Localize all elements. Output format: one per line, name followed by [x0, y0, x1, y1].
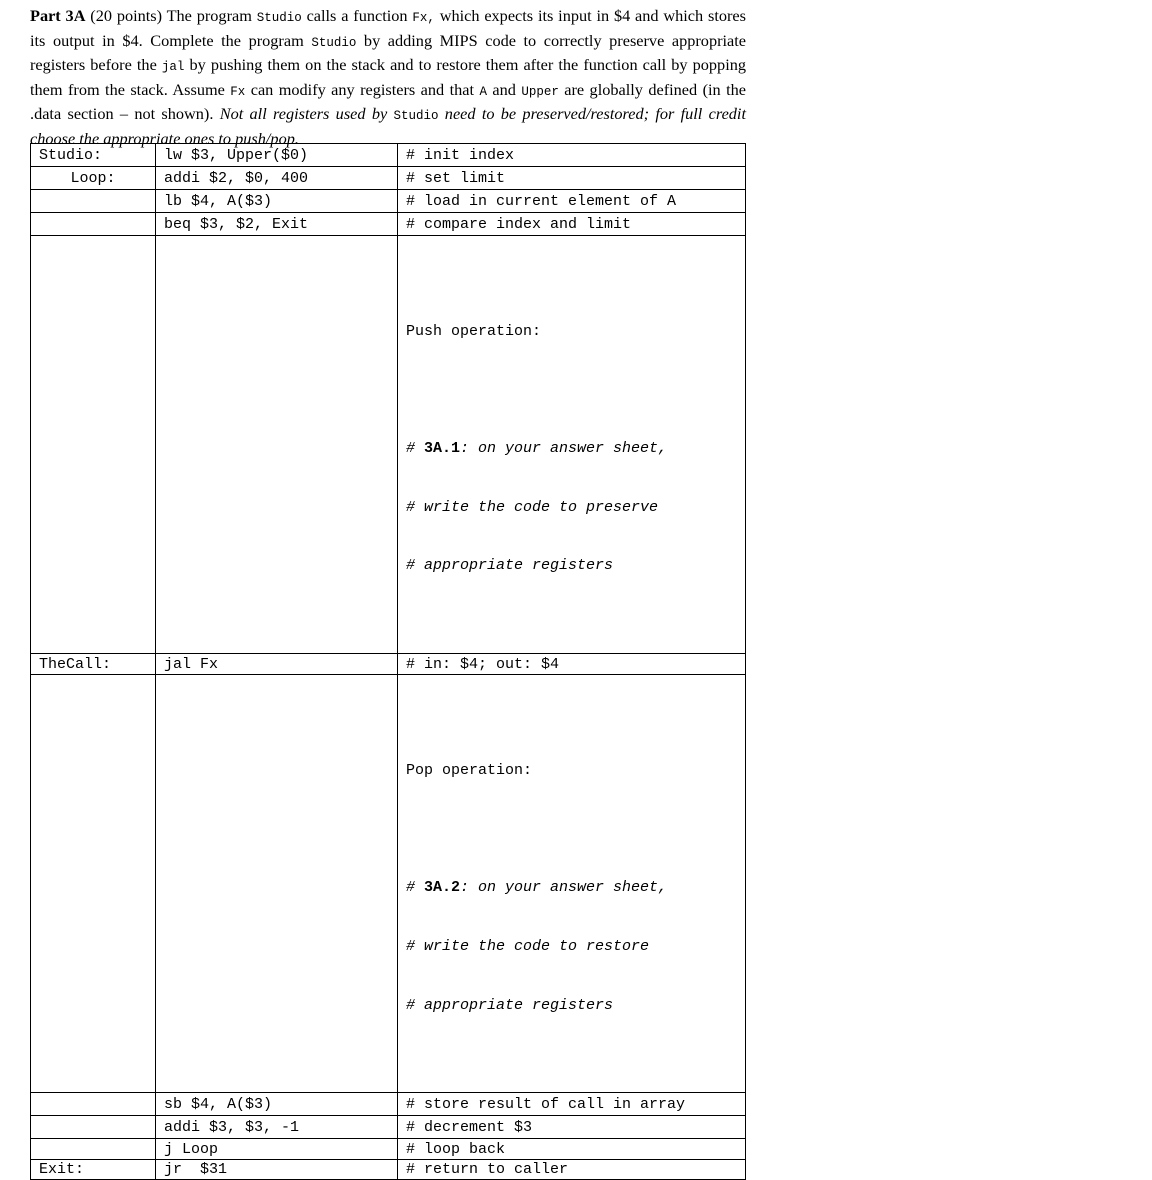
code-cell [156, 236, 398, 654]
table-row [31, 1139, 746, 1160]
push-block-row [31, 236, 746, 654]
table-row [31, 654, 746, 675]
code-table [30, 143, 746, 1180]
code-term: jal [161, 60, 185, 75]
pop-instructions [398, 675, 746, 1093]
push-line-3: # appropriate registers [406, 557, 614, 575]
table-row [31, 1116, 746, 1139]
text: are globally defined (in the .data section – not shown). [30, 79, 746, 124]
label-cell [31, 1139, 156, 1160]
table-row [31, 144, 746, 167]
text: by pushing them on the stack and to restore them after the function call by popping them from the stack. Assume [30, 55, 747, 99]
code-cell: j Loop [156, 1139, 398, 1160]
code-cell: lw $3, Upper($0) [156, 144, 398, 167]
question-number: 3A.1 [424, 439, 461, 457]
pop-line-1: # 3A.2: on your answer sheet, [406, 878, 668, 896]
table-row [31, 190, 746, 213]
comment-cell: # loop back [398, 1139, 746, 1160]
label-cell: Loop: [31, 167, 156, 190]
text: and [492, 79, 516, 99]
label-cell: Exit: [31, 1160, 156, 1180]
code-cell [156, 675, 398, 1093]
code-term: Fx, [412, 11, 435, 25]
code-cell: addi $3, $3, -1 [156, 1116, 398, 1139]
problem-statement [30, 5, 746, 150]
label-cell [31, 190, 156, 213]
pop-line-2: # write the code to restore [406, 937, 650, 955]
table-row [31, 167, 746, 190]
code-term: A [479, 84, 487, 99]
code-term: Studio [393, 109, 439, 124]
comment-cell: # init index [398, 144, 746, 167]
label-cell [31, 1093, 156, 1116]
label-cell [31, 1116, 156, 1139]
part-label: Part 3A [30, 6, 86, 25]
comment-cell: # return to caller [398, 1160, 746, 1180]
pop-block-row [31, 675, 746, 1093]
label-cell: TheCall: [31, 654, 156, 675]
code-cell: addi $2, $0, 400 [156, 167, 398, 190]
label-cell: Studio: [31, 144, 156, 167]
text: by adding MIPS code to correctly preserve appropriate registers before the [30, 30, 747, 75]
code-term: Studio [311, 35, 357, 50]
text: which expects its input in $4 and which stores its output in $4. Complete the program [30, 6, 746, 50]
comment-cell: # compare index and limit [398, 213, 746, 236]
question-number: 3A.2 [424, 878, 461, 896]
push-title: Push operation: [406, 323, 542, 340]
code-cell: beq $3, $2, Exit [156, 213, 398, 236]
text: can modify any registers and that [250, 79, 475, 99]
italic-note: need to be preserved/restored; for full credit choose the appropriate ones to push/pop. [30, 104, 746, 148]
pop-line-3: # appropriate registers [406, 996, 614, 1014]
italic-note: Not all registers used by [219, 104, 388, 124]
text: The program [166, 6, 252, 25]
label-cell [31, 213, 156, 236]
table-row [31, 213, 746, 236]
table-row [31, 1160, 746, 1180]
code-cell: jal Fx [156, 654, 398, 675]
push-instructions [398, 236, 746, 654]
comment-cell: # set limit [398, 167, 746, 190]
code-term: Upper [521, 84, 559, 99]
points: (20 points) [90, 6, 163, 25]
code-term: Studio [256, 11, 302, 25]
pop-title: Pop operation: [406, 762, 533, 780]
comment-cell: # in: $4; out: $4 [398, 654, 746, 675]
text: calls a function [306, 6, 408, 25]
code-cell: jr $31 [156, 1160, 398, 1180]
code-term: Fx [230, 84, 246, 99]
label-cell [31, 675, 156, 1093]
comment-cell: # decrement $3 [398, 1116, 746, 1139]
code-cell: sb $4, A($3) [156, 1093, 398, 1116]
push-line-1: # 3A.1: on your answer sheet, [406, 439, 668, 457]
code-cell: lb $4, A($3) [156, 190, 398, 213]
push-line-2: # write the code to preserve [406, 498, 659, 516]
label-cell [31, 236, 156, 654]
comment-cell: # load in current element of A [398, 190, 746, 213]
table-row [31, 1093, 746, 1116]
comment-cell: # store result of call in array [398, 1093, 746, 1116]
